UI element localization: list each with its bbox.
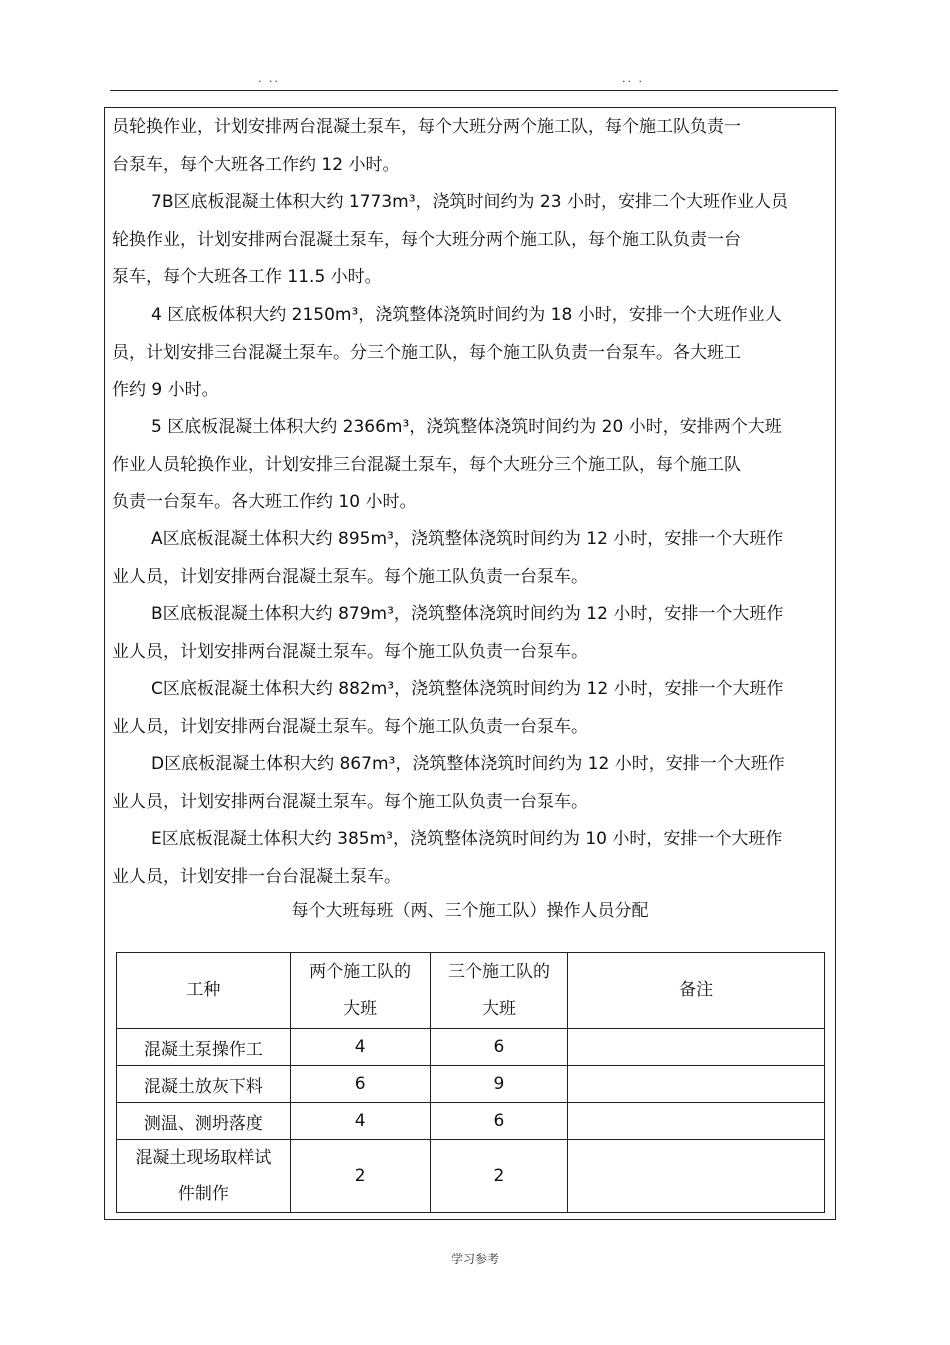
paragraph [112,409,824,522]
paragraph [112,184,824,297]
paragraph [112,521,824,596]
paragraph-line: 台泵车，每个大班各工作约 12 小时。 [112,154,400,175]
page-footer: 学习参考 [450,1252,499,1266]
paragraph [112,596,824,671]
paragraph-line: 业人员，计划安排两台混凝土泵车。每个施工队负责一台泵车。 [112,566,588,587]
cell-note [568,1140,825,1213]
header-cell-two-teams: 两个施工队的 大班 [290,953,430,1029]
table-header-row [117,953,825,1029]
header-dots-right: .. . [622,72,644,85]
paragraph-line: 作业人员轮换作业，计划安排三台混凝土泵车，每个大班分三个施工队，每个施工队 [112,454,741,475]
paragraph-line: 7B区底板混凝土体积大约 1773m³，浇筑时间约为 23 小时，安排二个大班作业人员 [151,192,788,212]
paragraph-line: 业人员，计划安排两台混凝土泵车。每个施工队负责一台泵车。 [112,716,588,737]
table-caption: 每个大班每班（两、三个施工队）操作人员分配 [291,901,649,921]
paragraph-line: 5 区底板混凝土体积大约 2366m³，浇筑整体浇筑时间约为 20 小时，安排两个大班 [151,417,782,437]
paragraph-line: 负责一台泵车。各大班工作约 10 小时。 [112,492,417,512]
cell-work: 测温、测坍落度 [117,1103,291,1140]
paragraph-line: A区底板混凝土体积大约 895m³，浇筑整体浇筑时间约为 12 小时，安排一个大班作 [151,529,784,549]
table-row [117,1029,825,1066]
cell-two: 2 [290,1140,430,1213]
cell-three: 2 [430,1140,568,1213]
paragraph-line: 4 区底板体积大约 2150m³，浇筑整体浇筑时间约为 18 小时，安排一个大班作业人 [151,305,782,325]
header-dots-left: . .. [258,72,280,85]
header-cell-work: 工种 [117,953,291,1029]
cell-work: 混凝土现场取样试 件制作 [117,1140,291,1213]
header-cell-three-teams: 三个施工队的 大班 [430,953,568,1029]
cell-three: 6 [430,1029,568,1066]
paragraph-line: 业人员，计划安排两台混凝土泵车。每个施工队负责一台泵车。 [112,641,588,662]
cell-three: 6 [430,1103,568,1140]
header-rule [110,90,838,91]
paragraph [112,671,824,746]
paragraph-line: 员轮换作业，计划安排两台混凝土泵车，每个大班分两个施工队，每个施工队负责一 [112,117,741,137]
cell-two: 6 [290,1066,430,1103]
cell-work: 混凝土放灰下料 [117,1066,291,1103]
paragraph-line: 轮换作业，计划安排两台混凝土泵车，每个大班分两个施工队，每个施工队负责一台 [112,229,741,250]
paragraph-line: D区底板混凝土体积大约 867m³，浇筑整体浇筑时间约为 12 小时，安排一个大班作 [151,754,785,774]
paragraph [112,821,824,896]
paragraph-line: C区底板混凝土体积大约 882m³，浇筑整体浇筑时间约为 12 小时，安排一个大班作 [151,679,784,699]
cell-work: 混凝土泵操作工 [117,1029,291,1066]
paragraph-line: B区底板混凝土体积大约 879m³，浇筑整体浇筑时间约为 12 小时，安排一个大班作 [151,604,784,624]
paragraph-line: 员，计划安排三台混凝土泵车。分三个施工队，每个施工队负责一台泵车。各大班工 [112,342,741,363]
paragraph [112,297,824,410]
cell-note [568,1066,825,1103]
paragraph [112,746,824,821]
paragraph [112,109,824,184]
table-row [117,1103,825,1140]
staff-allocation-table [116,952,825,1213]
table-row [117,1140,825,1213]
paragraph-line: 业人员，计划安排一台台混凝土泵车。 [112,866,401,887]
cell-note [568,1103,825,1140]
paragraph-line: E区底板混凝土体积大约 385m³，浇筑整体浇筑时间约为 10 小时，安排一个大班作 [151,829,783,849]
cell-three: 9 [430,1066,568,1103]
table-row [117,1066,825,1103]
paragraph-line: 作约 9 小时。 [112,380,219,400]
paragraph-line: 泵车，每个大班各工作 11.5 小时。 [112,267,382,287]
paragraph-line: 业人员，计划安排两台混凝土泵车。每个施工队负责一台泵车。 [112,791,588,812]
cell-two: 4 [290,1029,430,1066]
header-cell-note: 备注 [568,953,825,1029]
cell-note [568,1029,825,1066]
cell-two: 4 [290,1103,430,1140]
